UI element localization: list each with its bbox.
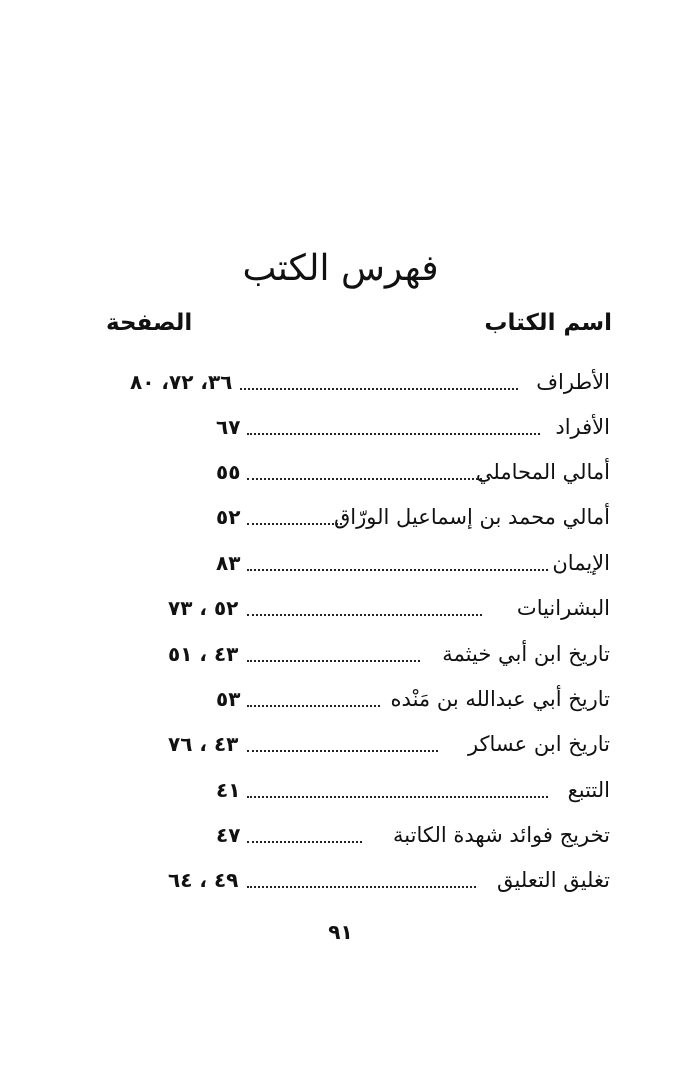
book-title: البشرانيات bbox=[516, 596, 610, 620]
book-title: تاريخ ابن عساكر bbox=[467, 732, 610, 756]
page-references: ٤١ bbox=[216, 778, 241, 802]
book-title: الأطراف bbox=[536, 370, 610, 394]
list-item bbox=[130, 815, 610, 855]
list-item bbox=[130, 724, 610, 764]
page-references: ٥٢ bbox=[216, 505, 241, 529]
page-references: ٥٣ bbox=[216, 687, 241, 711]
book-name-column-header: اسم الكتاب bbox=[484, 310, 612, 336]
list-item bbox=[130, 860, 610, 900]
page-references: ٤٣ ، ٥١ bbox=[168, 642, 239, 666]
book-title: الإيمان bbox=[552, 551, 610, 575]
dot-leader bbox=[247, 886, 476, 888]
book-title: أمالي المحاملي bbox=[475, 460, 610, 484]
page-references: ٤٧ bbox=[216, 823, 241, 847]
dot-leader bbox=[247, 796, 548, 798]
dot-leader bbox=[247, 750, 438, 752]
list-item bbox=[130, 679, 610, 719]
list-item bbox=[130, 407, 610, 447]
dot-leader bbox=[247, 523, 342, 525]
dot-leader bbox=[247, 705, 380, 707]
list-item bbox=[130, 543, 610, 583]
page-references: ٦٧ bbox=[216, 415, 241, 439]
list-item bbox=[130, 497, 610, 537]
page-references: ٨٣ bbox=[216, 551, 241, 575]
dot-leader bbox=[247, 841, 362, 843]
list-item bbox=[130, 588, 610, 628]
dot-leader bbox=[247, 569, 548, 571]
book-title: تغليق التعليق bbox=[497, 868, 610, 892]
page-references: ٤٣ ، ٧٦ bbox=[168, 732, 239, 756]
list-item bbox=[130, 452, 610, 492]
book-title: أمالي محمد بن إسماعيل الورّاق bbox=[334, 505, 610, 529]
list-item bbox=[130, 770, 610, 810]
dot-leader bbox=[240, 388, 518, 390]
page-references: ٤٩ ، ٦٤ bbox=[168, 868, 239, 892]
page-references: ٥٥ bbox=[216, 460, 241, 484]
page-references: ٣٦، ٧٢، ٨٠ bbox=[130, 370, 233, 394]
book-title: تخريج فوائد شهدة الكاتبة bbox=[393, 823, 610, 847]
book-title: تاريخ أبي عبدالله بن مَنْده bbox=[390, 687, 610, 711]
page-references: ٥٢ ، ٧٣ bbox=[168, 596, 239, 620]
book-title: الأفراد bbox=[555, 415, 610, 439]
page-title: فهرس الكتب bbox=[242, 248, 439, 289]
page-number: ٩١ bbox=[328, 920, 353, 944]
dot-leader bbox=[247, 614, 482, 616]
dot-leader bbox=[247, 660, 420, 662]
list-item bbox=[130, 362, 610, 402]
list-item bbox=[130, 634, 610, 674]
page-column-header: الصفحة bbox=[106, 310, 193, 336]
dot-leader bbox=[247, 478, 482, 480]
book-title: تاريخ ابن أبي خيثمة bbox=[442, 642, 610, 666]
book-title: التتبع bbox=[567, 778, 610, 802]
dot-leader bbox=[247, 433, 540, 435]
